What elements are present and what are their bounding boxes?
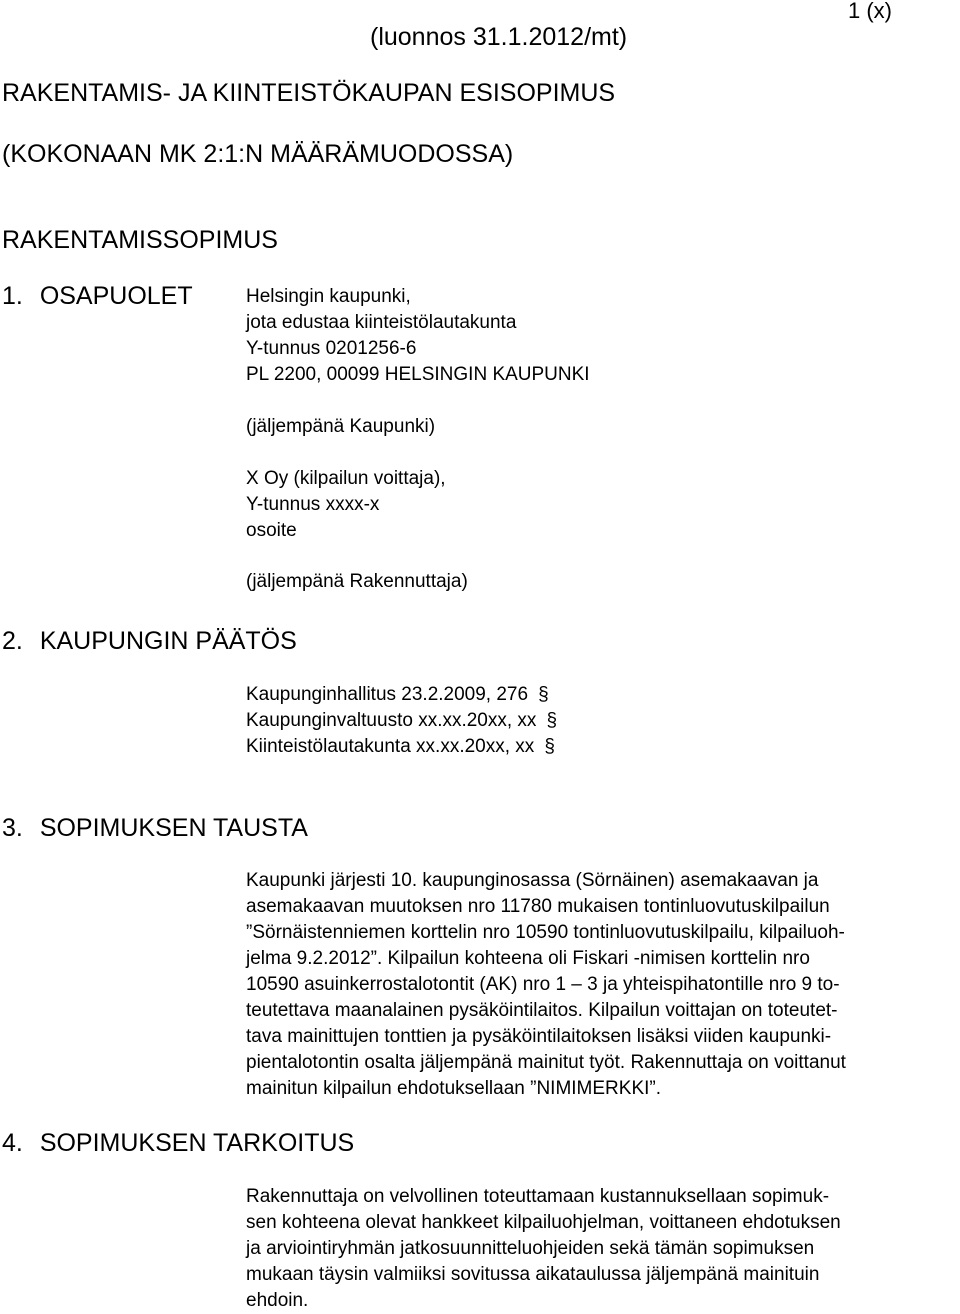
document-subtitle: (KOKONAAN MK 2:1:N MÄÄRÄMUODOSSA): [2, 140, 514, 168]
decision-item: [246, 708, 557, 734]
draft-note: (luonnos 31.1.2012/mt): [370, 23, 628, 51]
section-2-title: KAUPUNGIN PÄÄTÖS: [39, 627, 297, 655]
paragraph-line: pientalotontin osalta jäljempänä mainitut työt. Rakennuttaja on voittanut: [246, 1052, 846, 1073]
background-paragraph: [246, 868, 956, 1102]
party-2-block: [246, 466, 446, 544]
purpose-paragraph: [246, 1184, 956, 1314]
section-1-number: 1.: [2, 282, 23, 310]
party-2-reference: (jäljempänä Rakennuttaja): [246, 571, 468, 592]
paragraph-line: ja arviointiryhmän jatkosuunnitteluohjeiden sekä tämän sopimuksen: [246, 1238, 815, 1259]
party-1-line: PL 2200, 00099 HELSINGIN KAUPUNKI: [246, 364, 590, 385]
paragraph-line: ehdoin.: [246, 1290, 309, 1311]
section-mark: §: [546, 710, 558, 731]
contract-title: RAKENTAMISSOPIMUS: [2, 226, 278, 254]
paragraph-line: sen kohteena olevat hankkeet kilpailuohjelman, voittaneen ehdotuksen: [246, 1212, 841, 1233]
page-number: 1 (x): [848, 0, 892, 23]
section-1-heading: [2, 281, 193, 311]
decision-text: Kaupunginvaltuusto xx.xx.20xx, xx: [246, 710, 537, 731]
paragraph-line: teutettava maanalainen pysäköintilaitos. Kilpailun voittajan on toteutet-: [246, 1000, 838, 1021]
section-3-number: 3.: [2, 814, 23, 842]
paragraph-line: mainitun kilpailun ehdotuksellaan ”NIMIMERKKI”.: [246, 1078, 662, 1099]
decision-item: [246, 682, 557, 708]
section-3-title: SOPIMUKSEN TAUSTA: [39, 814, 308, 842]
decision-item: [246, 734, 557, 760]
decision-text: Kaupunginhallitus 23.2.2009, 276: [246, 684, 529, 705]
paragraph-line: 10590 asuinkerrostalotontit (AK) nro 1 – 3 ja yhteispihatontille nro 9 to-: [246, 974, 840, 995]
paragraph-line: tava mainittujen tonttien ja pysäköintilaitoksen lisäksi viiden kaupunki-: [246, 1026, 832, 1047]
paragraph-line: ”Sörnäistenniemen korttelin nro 10590 tontinluovutuskilpailu, kilpailuoh-: [246, 922, 845, 943]
section-4-title: SOPIMUKSEN TARKOITUS: [39, 1129, 355, 1157]
paragraph-line: Kaupunki järjesti 10. kaupunginosassa (Sörnäinen) asemakaavan ja: [246, 870, 819, 891]
section-2-number: 2.: [2, 627, 23, 655]
party-2-line: X Oy (kilpailun voittaja),: [246, 468, 446, 489]
decision-list: [246, 682, 557, 760]
party-1-block: [246, 284, 590, 388]
section-4-number: 4.: [2, 1129, 23, 1157]
party-1-line: jota edustaa kiinteistölautakunta: [246, 312, 517, 333]
party-1-line: Y-tunnus 0201256-6: [246, 338, 417, 359]
section-mark: §: [544, 736, 555, 757]
paragraph-line: mukaan täysin valmiiksi sovitussa aikataulussa jäljempänä mainituin: [246, 1264, 820, 1285]
paragraph-line: asemakaavan muutoksen nro 11780 mukaisen tontinluovutuskilpailun: [246, 896, 830, 917]
paragraph-line: jelma 9.2.2012”. Kilpailun kohteena oli Fiskari -nimisen korttelin nro: [246, 948, 810, 969]
section-2-heading: [2, 626, 297, 656]
party-2-line: Y-tunnus xxxx-x: [246, 494, 380, 515]
paragraph-line: Rakennuttaja on velvollinen toteuttamaan kustannuksellaan sopimuk-: [246, 1186, 830, 1207]
party-1-reference: (jäljempänä Kaupunki): [246, 416, 436, 437]
decision-text: Kiinteistölautakunta xx.xx.20xx, xx: [246, 736, 535, 757]
party-1-line: Helsingin kaupunki,: [246, 286, 411, 307]
section-1-title: OSAPUOLET: [39, 282, 193, 310]
section-4-heading: [2, 1128, 354, 1158]
section-3-heading: [2, 813, 308, 843]
section-mark: §: [538, 684, 549, 705]
party-2-line: osoite: [246, 520, 297, 541]
document-title: RAKENTAMIS- JA KIINTEISTÖKAUPAN ESISOPIMUS: [2, 79, 616, 107]
